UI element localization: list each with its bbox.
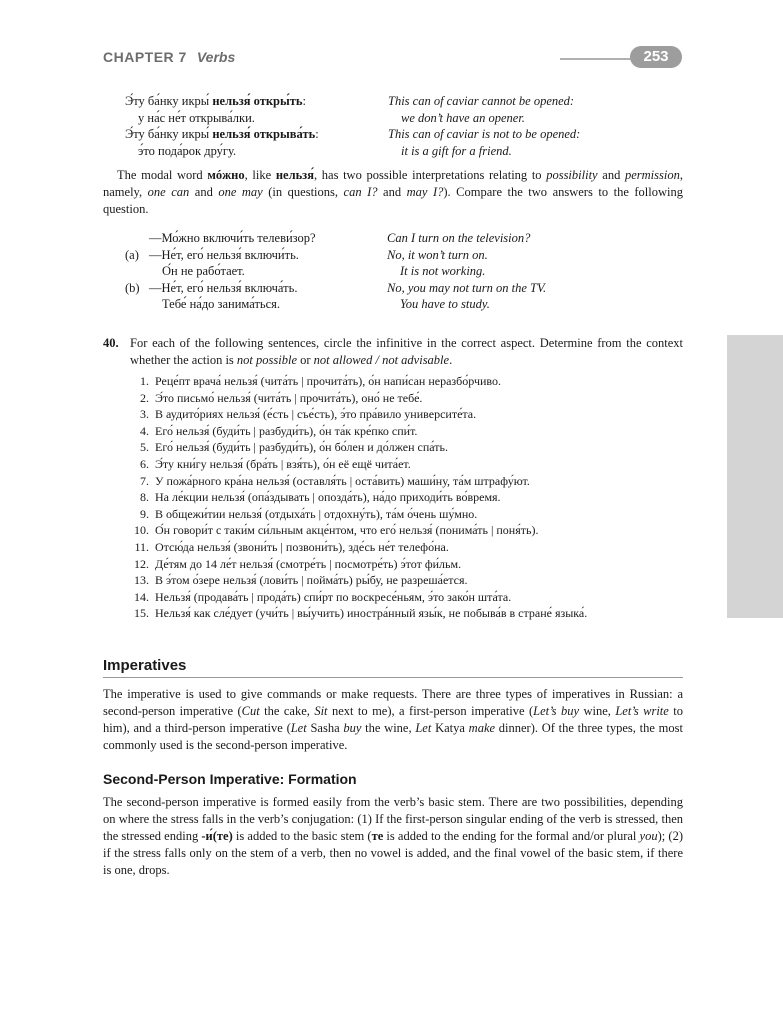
russian-sentence: —Не́т, его́ нельзя́ включа́ть.: [149, 280, 298, 295]
russian-sentence: Э́ту ба́нку икры́ нельзя́ откры́ть:: [125, 94, 307, 108]
example-label: [125, 263, 149, 280]
list-item: 15. Нельзя́ как сле́дует (учи́ть | вы́учить) иностра́нный язы́к, не побыва́в в стране́ языка́.: [134, 606, 588, 621]
english-translation: it is a gift for a friend.: [401, 143, 512, 158]
example-label: [125, 230, 149, 247]
russian-sentence: Э́ту ба́нку икры́ нельзя́ открыва́ть:: [125, 127, 319, 141]
example-pair: [125, 126, 580, 143]
example-row: [125, 263, 546, 280]
english-translation: No, it won’t turn on.: [387, 247, 488, 262]
header-rule: [560, 58, 640, 60]
exercise-number: 40.: [103, 336, 119, 350]
example-label: (a): [125, 247, 139, 262]
exercise-text: For each of the following sentences, circle the infinitive in the correct aspect. Determine from the context whether the action is not possible or not allowed / not advisable.: [130, 336, 683, 367]
list-item: 11. Отсю́да нельзя́ (звони́ть | позвони́ть), зде́сь не́т телефо́на.: [134, 539, 449, 554]
side-thumb-tab: [727, 335, 783, 618]
russian-sentence: у на́с не́т открыва́лки.: [138, 110, 255, 125]
example-row: [125, 230, 546, 247]
example-label: [125, 296, 149, 313]
english-translation: Can I turn on the television?: [387, 231, 531, 245]
example-row: [125, 296, 546, 313]
english-translation: we don’t have an opener.: [401, 110, 525, 125]
example-pair: [125, 143, 580, 160]
modal-word-paragraph: The modal word мóжно, like нельзя́, has two possible interpretations relating to possibility and permission, namely, one can and one may (in questions, can I? and may I?). Compare the two answers to the following question.: [103, 168, 683, 216]
english-translation: No, you may not turn on the TV.: [387, 280, 547, 295]
section-heading-imperatives: Imperatives: [103, 657, 683, 678]
list-item: 6. Э́ту кни́гу нельзя́ (бра́ть | взя́ть), о́н её ещё чита́ет.: [140, 456, 411, 471]
subsection-heading-formation: Second-Person Imperative: Formation: [103, 771, 357, 787]
page-number-badge: 253: [630, 46, 682, 68]
exercise-instructions: [103, 335, 683, 369]
list-item: 10. О́н говори́т с таки́м си́льным акце́нтом, что его́ нельзя́ (понима́ть | поня́ть).: [134, 523, 539, 538]
list-item: 2. Э́то письмо́ нельзя́ (чита́ть | прочита́ть), оно́ не тебе́.: [140, 390, 423, 405]
list-item: 9. В общежи́тии нельзя́ (отдыха́ть | отдохну́ть), та́м о́чень шу́мно.: [140, 506, 478, 521]
caviar-examples: [125, 93, 580, 159]
chapter-title: Verbs: [196, 49, 236, 65]
example-row: [125, 280, 546, 297]
list-item: 4. Его́ нельзя́ (буди́ть | разбуди́ть), о́н та́к кре́пко спи́т.: [140, 423, 418, 438]
english-translation: You have to study.: [400, 297, 490, 311]
tv-examples: [125, 230, 546, 313]
list-item: 14. Нельзя́ (продава́ть | прода́ть) спи́рт по воскресе́ньям, э́то зако́н шта́та.: [134, 589, 512, 604]
example-label: (b): [125, 280, 140, 295]
list-item: 8. На ле́кции нельзя́ (опа́здывать | опозда́ть), на́до приходи́ть во́время.: [140, 490, 501, 505]
list-item: 5. Его́ нельзя́ (буди́ть | разбуди́ть), о́н бо́лен и до́лжен спа́ть.: [140, 440, 448, 455]
russian-sentence: —Мо́жно включи́ть телеви́зор?: [149, 231, 316, 245]
example-pair: [125, 110, 580, 127]
example-row: [125, 247, 546, 264]
list-item: 7. У пожа́рного кра́на нельзя́ (оставля́ть | оста́вить) маши́ну, та́м штрафу́ют.: [140, 473, 530, 488]
formation-paragraph: The second-person imperative is formed easily from the verb’s basic stem. There are two possibilities, depending on where the stress falls in the verb’s conjugation: (1) If the first-person singular ending of the verb is stressed, then the stressed ending -и́(те) is added to the basic stem (те is added to the ending for the formal and/or plural you); (2) if the stress falls only on the stem of a verb, then no vowel is added, and the final vowel of the basic stem, if there is one, drops.: [103, 795, 683, 877]
russian-sentence: —Не́т, его́ нельзя́ включи́ть.: [149, 247, 299, 262]
list-item: 1. Реце́пт врача́ нельзя́ (чита́ть | прочита́ть), о́н напи́сан неразбо́рчиво.: [140, 374, 502, 388]
russian-sentence: О́н не рабо́тает.: [162, 264, 245, 278]
imperatives-paragraph: The imperative is used to give commands or make requests. There are three types of imperatives in Russian: a second-person imperative (Cut the cake, Sit next to me), a first-person imperative (Let’s buy wine, Let’s write to him), and a third-person imperative (Let Sasha buy the wine, Let Katya make dinner). Of the three types, the most commonly used is the second-person imperative.: [103, 687, 683, 752]
english-translation: This can of caviar is not to be opened:: [388, 127, 581, 141]
chapter-label: CHAPTER 7: [103, 49, 187, 65]
list-item: 3. В аудито́риях нельзя́ (е́сть | съе́сть), э́то пра́вило университе́та.: [140, 407, 477, 422]
running-header: [103, 49, 235, 65]
english-translation: This can of caviar cannot be opened:: [388, 94, 575, 108]
example-pair: [125, 93, 580, 110]
russian-sentence: э́то пода́рок дру́гу.: [138, 143, 237, 158]
russian-sentence: Тебе́ на́до занима́ться.: [162, 297, 281, 311]
list-item: 13. В э́том о́зере нельзя́ (лови́ть | пойма́ть) ры́бу, не разреша́ется.: [134, 573, 468, 588]
english-translation: It is not working.: [400, 264, 486, 278]
exercise-list: [125, 373, 587, 622]
list-item: 12. Де́тям до 14 ле́т нельзя́ (смотре́ть | посмотре́ть) э́тот фи́льм.: [134, 556, 462, 571]
